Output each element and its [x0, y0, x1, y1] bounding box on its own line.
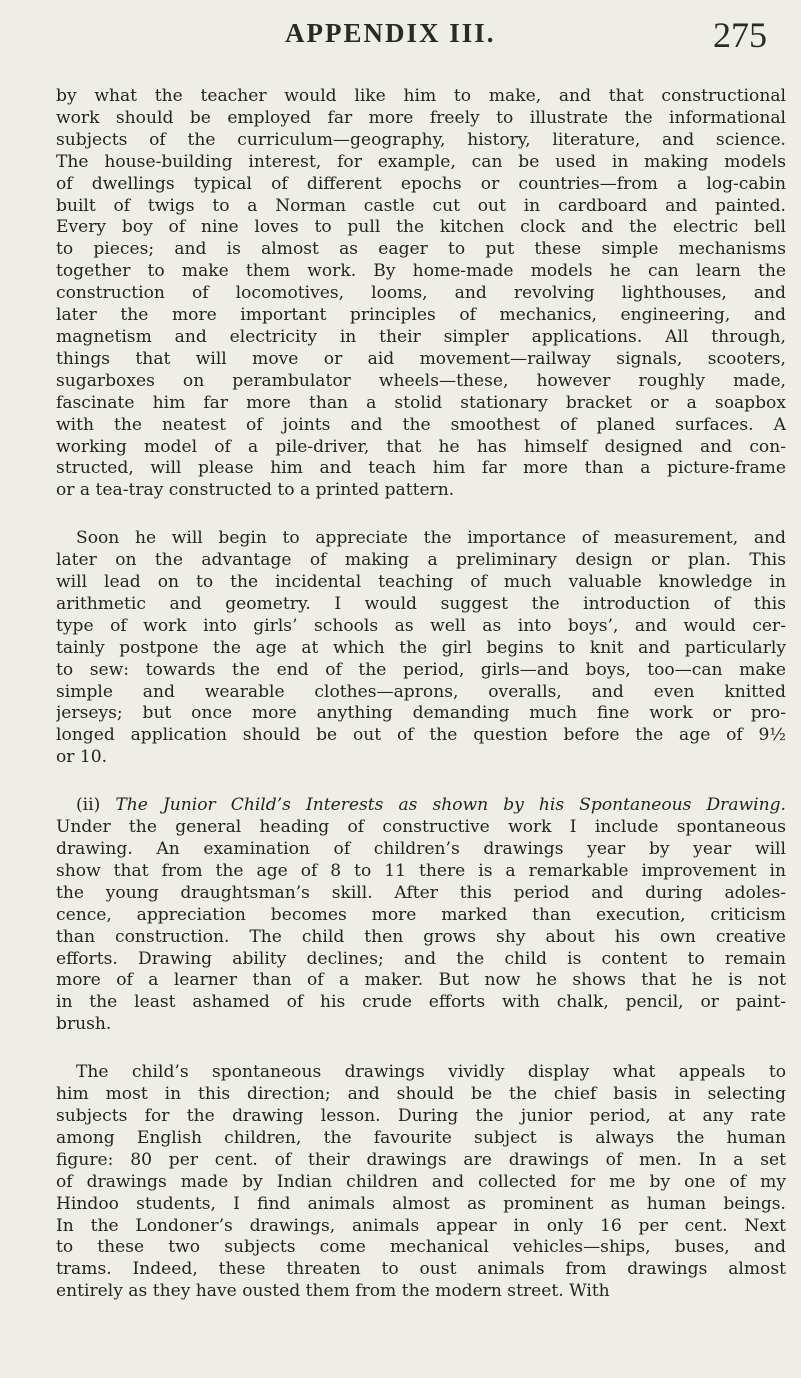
text-line: later on the advantage of making a preliminary design or plan. This [56, 550, 786, 571]
text-line: things that will move or aid movement—railway signals, scooters, [56, 348, 786, 369]
text-line: construction of locomotives, looms, and revolving lighthouses, and [56, 283, 786, 304]
text-line: among English children, the favourite subject is always the human [56, 1127, 786, 1148]
text-line: the young draughtsman’s skill. After this period and during adoles- [56, 882, 786, 903]
text-line: of drawings made by Indian children and collected for me by one of my [56, 1171, 786, 1192]
text-line: with the neatest of joints and the smoothest of planed surfaces. A [56, 414, 786, 435]
text-line: magnetism and electricity in their simpler applications. All through, [56, 326, 786, 347]
text-line: subjects of the curriculum—geography, history, literature, and science. [56, 129, 786, 150]
text-line: sugarboxes on perambulator wheels—these, however roughly made, [56, 370, 786, 391]
text-line: built of twigs to a Norman castle cut out in cardboard and painted. [56, 195, 786, 216]
text-line: entirely as they have ousted them from the modern street. With [56, 1281, 610, 1302]
text-line: later the more important principles of mechanics, engineering, and [56, 305, 786, 326]
text-line: cence, appreciation becomes more marked than execution, criticism [56, 904, 786, 925]
text-line: figure: 80 per cent. of their drawings are drawings of men. In a set [56, 1149, 786, 1170]
text-line: Soon he will begin to appreciate the importance of measurement, and [76, 528, 786, 549]
text-line: Hindoo students, I find animals almost as prominent as human beings. [56, 1193, 786, 1214]
page-header [0, 15, 801, 58]
text-line: or a tea-tray constructed to a printed pattern. [56, 480, 455, 501]
paragraph-3 [56, 795, 786, 1036]
text-line: than construction. The child then grows shy about his own creative [56, 926, 786, 947]
text-line: type of work into girls’ schools as well as into boys’, and would cer- [56, 615, 786, 636]
text-line: drawing. An examination of children’s drawings year by year will [56, 839, 786, 859]
text-line: to sew: towards the end of the period, girls—and boys, too—can make [56, 659, 786, 680]
text-line: simple and wearable clothes—aprons, overalls, and even knitted [56, 681, 786, 702]
text-line: by what the teacher would like him to make, and that constructional [56, 86, 786, 106]
text-line: structed, will please him and teach him far more than a picture-frame [56, 458, 786, 479]
page-number: 275 [713, 15, 767, 55]
text-line: brush. [56, 1014, 112, 1035]
text-line: Under the general heading of constructive work I include spontaneous [56, 817, 786, 838]
text-line: The child’s spontaneous drawings vividly display what appeals to [76, 1062, 786, 1083]
paragraph-4 [56, 1062, 786, 1303]
text-line: subjects for the drawing lesson. During the junior period, at any rate [56, 1105, 786, 1126]
text-line: Every boy of nine loves to pull the kitchen clock and the electric bell [56, 217, 786, 238]
text-line: or 10. [56, 747, 108, 768]
text-line: longed application should be out of the question before the age of 9½ [56, 725, 786, 746]
text-line: work should be employed far more freely to illustrate the informational [56, 107, 786, 128]
text-line: will lead on to the incidental teaching of much valuable knowledge in [56, 572, 786, 593]
text-line: efforts. Drawing ability declines; and the child is content to remain [56, 948, 786, 969]
text-line: (ii) The Junior Child’s Interests as shown by his Spontaneous Drawing. [76, 795, 786, 816]
text-line: The house-building interest, for example, can be used in making models [56, 151, 786, 172]
page-body [56, 86, 786, 1303]
text-line: of dwellings typical of different epochs or countries—from a log-cabin [56, 173, 786, 194]
text-line: show that from the age of 8 to 11 there is a remarkable improvement in [56, 860, 786, 881]
paragraph-1 [56, 86, 786, 502]
text-line: fascinate him far more than a stolid stationary bracket or a soapbox [56, 392, 786, 413]
text-line: to these two subjects come mechanical vehicles—ships, buses, and [56, 1237, 786, 1258]
text-line: arithmetic and geometry. I would suggest the introduction of this [56, 593, 786, 614]
text-line: In the Londoner’s drawings, animals appear in only 16 per cent. Next [56, 1215, 786, 1236]
text-line: together to make them work. By home-made models he can learn the [56, 261, 786, 282]
paragraph-2 [56, 528, 786, 769]
text-line: in the least ashamed of his crude efforts with chalk, pencil, or paint- [56, 992, 786, 1013]
text-line: to pieces; and is almost as eager to put these simple mechanisms [56, 239, 786, 260]
text-line: jerseys; but once more anything demanding much fine work or pro- [56, 703, 786, 724]
text-line: more of a learner than of a maker. But now he shows that he is not [56, 970, 786, 991]
text-line: working model of a pile-driver, that he has himself designed and con- [56, 436, 786, 457]
text-line: him most in this direction; and should be the chief basis in selecting [56, 1084, 786, 1105]
text-line: trams. Indeed, these threaten to oust animals from drawings almost [56, 1259, 786, 1280]
running-head: APPENDIX III. [285, 18, 496, 48]
text-line: tainly postpone the age at which the girl begins to knit and particularly [56, 637, 786, 658]
